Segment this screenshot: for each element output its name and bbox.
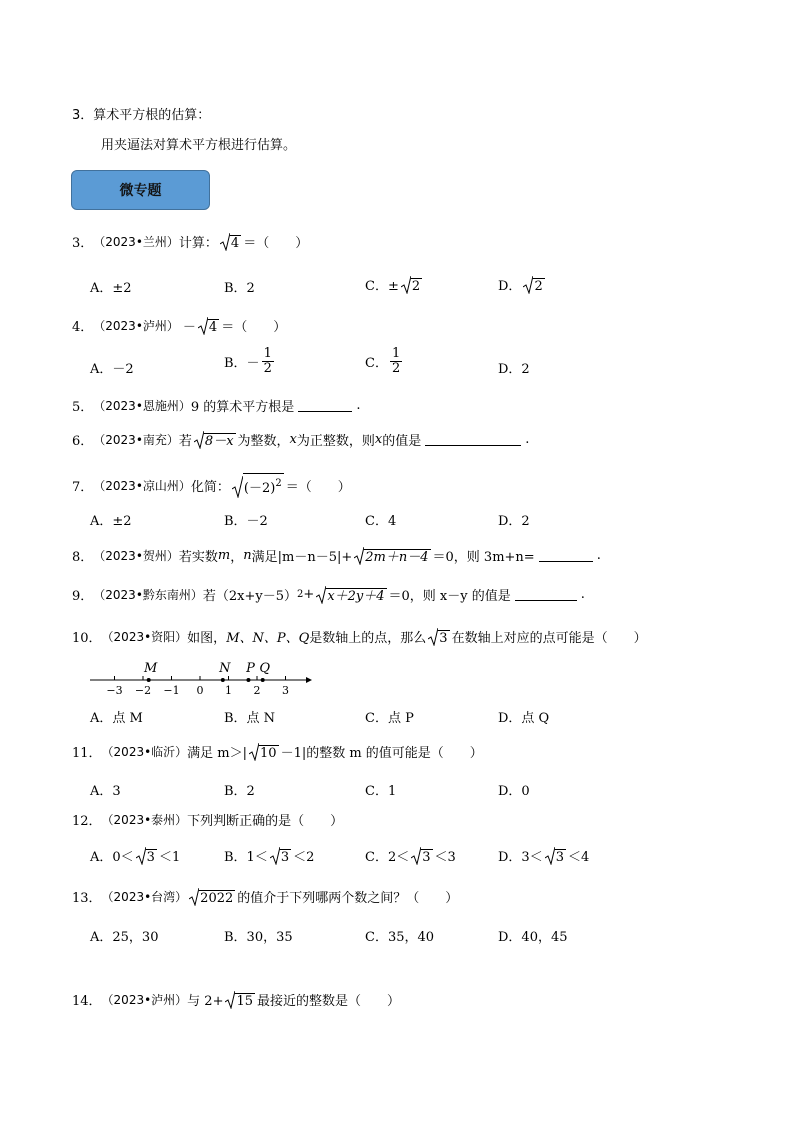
option-a[interactable] <box>90 846 180 865</box>
problem-text: . <box>356 398 361 413</box>
sqrt-expression: 2 <box>523 276 544 294</box>
option-label: ＜3 <box>434 850 456 865</box>
sqrt-expression: 3 <box>411 847 432 865</box>
option-label: ＜4 <box>567 850 590 865</box>
problem-text: 若实数 <box>178 550 218 565</box>
problem-text: 最接近的整数是（ ） <box>257 994 401 1009</box>
problem-text: 为正整数，则 <box>296 434 375 449</box>
sqrt-expression: 3 <box>136 847 157 865</box>
problem-3 <box>72 232 308 251</box>
variable: m <box>217 548 231 563</box>
option-d[interactable]: D．2 <box>498 362 530 377</box>
problem-number: 14． <box>72 994 102 1009</box>
problem-text: 下列判断正确的是（ ） <box>187 814 344 829</box>
option-a[interactable]: A．25，30 <box>90 930 159 945</box>
sqrt-expression: 10 <box>249 743 279 761</box>
fraction: $\frac{1}{2}$ <box>263 346 272 376</box>
point-label: Q <box>259 661 271 676</box>
section-body: 用夹逼法对算术平方根进行估算。 <box>101 138 297 153</box>
sqrt-expression: $(-2)^2$ <box>232 473 284 498</box>
problem-source: （2023•泸州） <box>101 993 188 1007</box>
problem-text: 的值是 <box>382 434 422 449</box>
tick-label: 2 <box>253 684 261 697</box>
problem-5 <box>72 396 360 415</box>
option-a[interactable]: A．－2 <box>90 362 134 377</box>
option-c[interactable] <box>365 275 424 294</box>
variable: x <box>374 432 383 447</box>
option-label: ＜1 <box>158 850 181 865</box>
axis-point <box>147 678 151 682</box>
problem-text: 满足|m－n－5|+ <box>251 550 353 565</box>
option-b[interactable]: B．30，35 <box>224 930 293 945</box>
problem-source: （2023•资阳） <box>101 630 188 644</box>
option-b[interactable] <box>224 347 276 376</box>
problem-number: 6． <box>72 434 94 449</box>
sqrt-expression: 8－x <box>194 431 236 449</box>
number-line-figure <box>88 654 314 700</box>
problem-source: （2023•泸州） <box>93 319 179 333</box>
problem-text: ＝（ ） <box>285 480 351 495</box>
option-a[interactable]: A．3 <box>90 784 121 799</box>
problem-4 <box>72 316 286 335</box>
tick-label: −2 <box>134 684 152 697</box>
answer-blank[interactable] <box>298 399 352 412</box>
problem-text: 若 <box>178 434 192 449</box>
answer-blank[interactable] <box>515 588 577 601</box>
tick-label: −1 <box>163 684 180 697</box>
option-c[interactable]: C．点 P <box>365 711 414 726</box>
problem-11 <box>72 742 483 761</box>
answer-blank[interactable] <box>539 549 593 562</box>
option-d[interactable]: D．0 <box>498 784 530 799</box>
sqrt-expression: 3 <box>428 628 449 646</box>
problem-text: . <box>580 587 585 602</box>
problem-13 <box>72 887 458 906</box>
problem-text: 若（2x+y－5） <box>202 589 298 604</box>
sqrt-expression: 3 <box>545 847 566 865</box>
problem-number: 3． <box>72 236 94 251</box>
micro-topic-badge: 微专题 <box>71 170 210 210</box>
option-d[interactable]: D．2 <box>498 514 530 529</box>
option-c[interactable]: C．4 <box>365 514 397 529</box>
point-label: N <box>219 661 231 676</box>
option-c[interactable]: C．35，40 <box>365 930 435 945</box>
problem-source: （2023•黔东南州） <box>93 588 203 602</box>
problem-9 <box>72 585 585 604</box>
problem-text: 为整数， <box>237 434 290 449</box>
option-label: B．－ <box>224 356 260 371</box>
problem-number: 12． <box>72 814 102 829</box>
axis-point <box>246 678 250 682</box>
problem-number: 10． <box>72 631 102 646</box>
sqrt-expression: 2 <box>401 276 422 294</box>
problem-source: （2023•贺州） <box>93 549 179 563</box>
option-c[interactable] <box>365 846 456 865</box>
fraction: $\frac{1}{2}$ <box>391 346 401 376</box>
option-d[interactable]: D．40，45 <box>498 930 568 945</box>
tick-label: 1 <box>225 684 232 697</box>
axis-arrow <box>306 677 312 683</box>
problem-text: 在数轴上对应的点可能是（ ） <box>451 631 647 646</box>
problem-14 <box>72 990 400 1009</box>
problem-source: （2023•恩施州） <box>93 399 191 413</box>
option-a[interactable]: A．±2 <box>90 514 132 529</box>
option-a[interactable]: A．±2 <box>90 281 132 296</box>
problem-number: 11． <box>72 746 102 761</box>
problem-12 <box>72 810 343 829</box>
point-label: M <box>144 661 158 676</box>
problem-text: 化简： <box>190 480 230 495</box>
problem-source: （2023•台湾） <box>101 890 188 904</box>
problem-text: 与 2+ <box>187 994 224 1009</box>
sqrt-expression: 2022 <box>189 888 235 906</box>
problem-text: ＝（ ） <box>243 236 309 251</box>
option-label: ＜2 <box>293 850 315 865</box>
problem-text: . <box>525 432 530 447</box>
problem-source: （2023•凉山州） <box>93 479 191 493</box>
problem-6 <box>72 430 529 449</box>
variable: x <box>289 432 297 447</box>
point-label: P <box>246 661 255 676</box>
problem-text: ， <box>230 550 244 565</box>
sqrt-expression: x＋2y＋4 <box>316 586 386 604</box>
problem-number: 5． <box>72 400 94 415</box>
problem-text: 的值介于下列哪两个数之间？（ ） <box>237 891 459 906</box>
option-b[interactable] <box>224 846 314 865</box>
option-label: C．2＜ <box>365 850 410 865</box>
problem-number: 9． <box>72 589 94 604</box>
problem-number: 8． <box>72 550 94 565</box>
tick-label: −3 <box>106 684 123 697</box>
option-b[interactable]: B．－2 <box>224 514 268 529</box>
section-heading: 3．算术平方根的估算： <box>72 108 211 123</box>
option-label: C． <box>365 356 388 371</box>
problem-text: 如图， <box>187 631 227 646</box>
problem-number: 7． <box>72 480 94 495</box>
problem-7 <box>72 473 351 498</box>
problem-source: （2023•南充） <box>93 433 179 447</box>
problem-text: + <box>303 587 315 602</box>
option-c[interactable]: C．1 <box>365 784 397 799</box>
problem-number: 4． <box>72 320 94 335</box>
exponent: 2 <box>297 589 304 600</box>
option-b[interactable]: B．2 <box>224 784 255 799</box>
option-label: A．0＜ <box>90 850 134 865</box>
option-b[interactable]: B．2 <box>224 281 255 296</box>
option-label: D． <box>498 279 522 294</box>
tick-label: 3 <box>282 684 289 697</box>
axis-point <box>221 678 225 682</box>
sqrt-expression: 3 <box>270 847 291 865</box>
problem-number: 13． <box>72 891 102 906</box>
problem-text: 是数轴上的点，那么 <box>309 631 427 646</box>
sqrt-expression: 15 <box>225 991 255 1009</box>
sqrt-expression: 4 <box>198 317 219 335</box>
sqrt-expression: 4 <box>220 233 241 251</box>
option-b[interactable]: B．点 N <box>224 711 276 726</box>
problem-source: （2023•临沂） <box>101 745 188 759</box>
problem-text: 9 的算术平方根是 <box>190 400 295 415</box>
problem-text: 计算： <box>178 236 218 251</box>
answer-blank[interactable] <box>425 433 521 446</box>
problem-text: ＝0，则 3m+n= <box>432 550 535 565</box>
option-c[interactable] <box>365 347 404 376</box>
option-d[interactable] <box>498 275 547 294</box>
problem-10 <box>72 627 647 646</box>
tick-label: 0 <box>196 684 204 697</box>
problem-text: ＝（ ） <box>221 320 287 335</box>
option-label: B．1＜ <box>224 850 268 865</box>
problem-text: . <box>596 548 601 563</box>
problem-text: － <box>182 320 196 335</box>
problem-text: －1|的整数 m 的值可能是（ ） <box>280 746 483 761</box>
problem-source: （2023•泰州） <box>101 813 188 827</box>
option-a[interactable]: A．点 M <box>90 711 143 726</box>
axis-point <box>261 678 265 682</box>
problem-source: （2023•兰州） <box>93 235 179 249</box>
option-label: C．± <box>365 279 399 294</box>
option-d[interactable]: D．点 Q <box>498 711 550 726</box>
sqrt-expression: 2m＋n－4 <box>354 547 430 565</box>
problem-8 <box>72 546 601 565</box>
point-list: M、N、P、Q <box>226 631 310 646</box>
option-d[interactable] <box>498 846 589 865</box>
variable: n <box>243 548 252 563</box>
option-label: D．3＜ <box>498 850 543 865</box>
problem-text: 满足 m＞| <box>187 746 248 761</box>
problem-text: ＝0，则 x－y 的值是 <box>388 589 511 604</box>
